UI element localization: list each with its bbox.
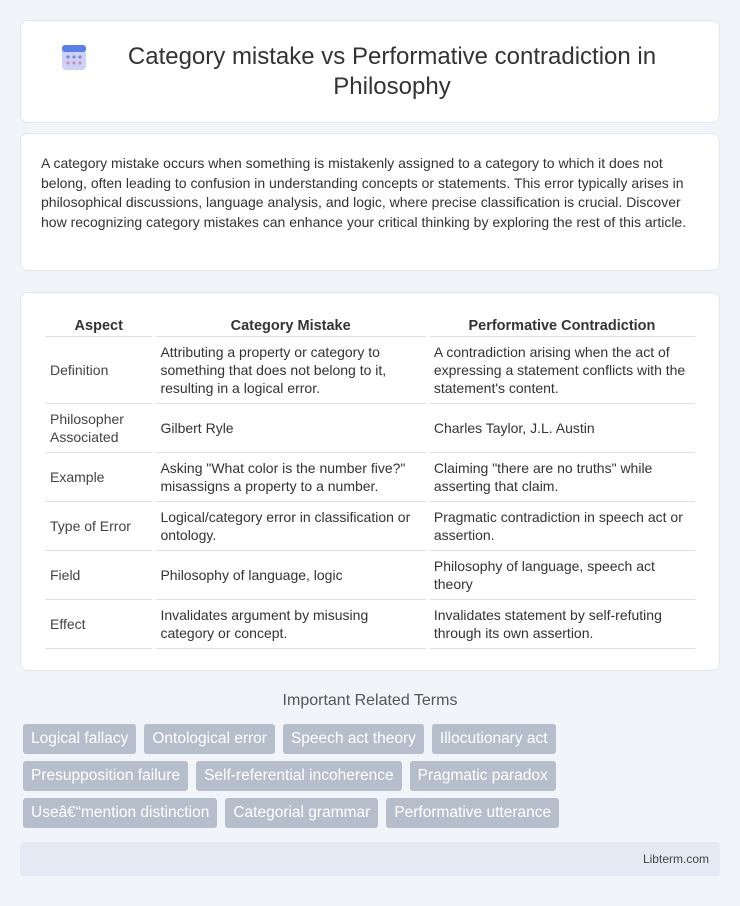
row-performative-contradiction: Pragmatic contradiction in speech act or assertion. <box>429 502 695 551</box>
tag-illocutionary-act[interactable]: Illocutionary act <box>432 724 556 754</box>
tag-ontological-error[interactable]: Ontological error <box>144 724 275 754</box>
related-terms-title: Important Related Terms <box>282 692 458 709</box>
table-row <box>45 502 695 551</box>
document-icon <box>61 43 87 71</box>
footer-site-link[interactable]: Libterm.com <box>642 852 709 866</box>
footer <box>20 842 720 876</box>
table-header-row <box>45 313 695 337</box>
table-row <box>45 453 695 502</box>
comparison-table <box>42 313 698 649</box>
tag-categorial-grammar[interactable]: Categorial grammar <box>225 798 378 828</box>
row-performative-contradiction: Philosophy of language, speech act theory <box>429 551 695 600</box>
tag-use-mention-distinction[interactable]: Useâ€“mention distinction <box>23 798 217 828</box>
row-aspect: Philosopher Associated <box>45 404 152 453</box>
comparison-table-card <box>20 292 720 671</box>
table-row <box>45 551 695 600</box>
row-performative-contradiction: A contradiction arising when the act of expressing a statement conflicts with the statement's content. <box>429 337 695 404</box>
row-category-mistake: Philosophy of language, logic <box>155 551 425 600</box>
table-row <box>45 404 695 453</box>
row-aspect: Definition <box>45 337 152 404</box>
row-category-mistake: Logical/category error in classification or ontology. <box>155 502 425 551</box>
tag-presupposition-failure[interactable]: Presupposition failure <box>23 761 188 791</box>
table-row <box>45 337 695 404</box>
header-card <box>20 20 720 123</box>
row-aspect: Field <box>45 551 152 600</box>
intro-text: A category mistake occurs when something is mistakenly assigned to a category to which it does not belong, often leading to confusion in understanding concepts or statements. This error typically arises in philosophical discussions, language analysis, and logic, where precise classification is crucial. Discover how recognizing category mistakes can enhance your critical thinking by exploring the rest of this article. <box>41 155 687 230</box>
row-aspect: Example <box>45 453 152 502</box>
page-title: Category mistake vs Performative contradiction in Philosophy <box>127 42 657 100</box>
row-category-mistake: Gilbert Ryle <box>155 404 425 453</box>
header-performative-contradiction: Performative Contradiction <box>429 313 695 337</box>
related-terms-tags <box>23 724 723 828</box>
tag-self-referential-incoherence[interactable]: Self-referential incoherence <box>196 761 402 791</box>
row-category-mistake: Asking "What color is the number five?" misassigns a property to a number. <box>155 453 425 502</box>
row-performative-contradiction: Claiming "there are no truths" while asserting that claim. <box>429 453 695 502</box>
row-category-mistake: Attributing a property or category to something that does not belong to it, resulting in a logical error. <box>155 337 425 404</box>
tag-logical-fallacy[interactable]: Logical fallacy <box>23 724 136 754</box>
intro-card <box>20 133 720 271</box>
tag-pragmatic-paradox[interactable]: Pragmatic paradox <box>410 761 556 791</box>
row-aspect: Effect <box>45 600 152 649</box>
header-aspect: Aspect <box>45 313 152 337</box>
row-category-mistake: Invalidates argument by misusing category or concept. <box>155 600 425 649</box>
row-aspect: Type of Error <box>45 502 152 551</box>
header-category-mistake: Category Mistake <box>155 313 425 337</box>
tag-speech-act-theory[interactable]: Speech act theory <box>283 724 424 754</box>
table-row <box>45 600 695 649</box>
row-performative-contradiction: Invalidates statement by self-refuting through its own assertion. <box>429 600 695 649</box>
row-performative-contradiction: Charles Taylor, J.L. Austin <box>429 404 695 453</box>
tag-performative-utterance[interactable]: Performative utterance <box>386 798 559 828</box>
